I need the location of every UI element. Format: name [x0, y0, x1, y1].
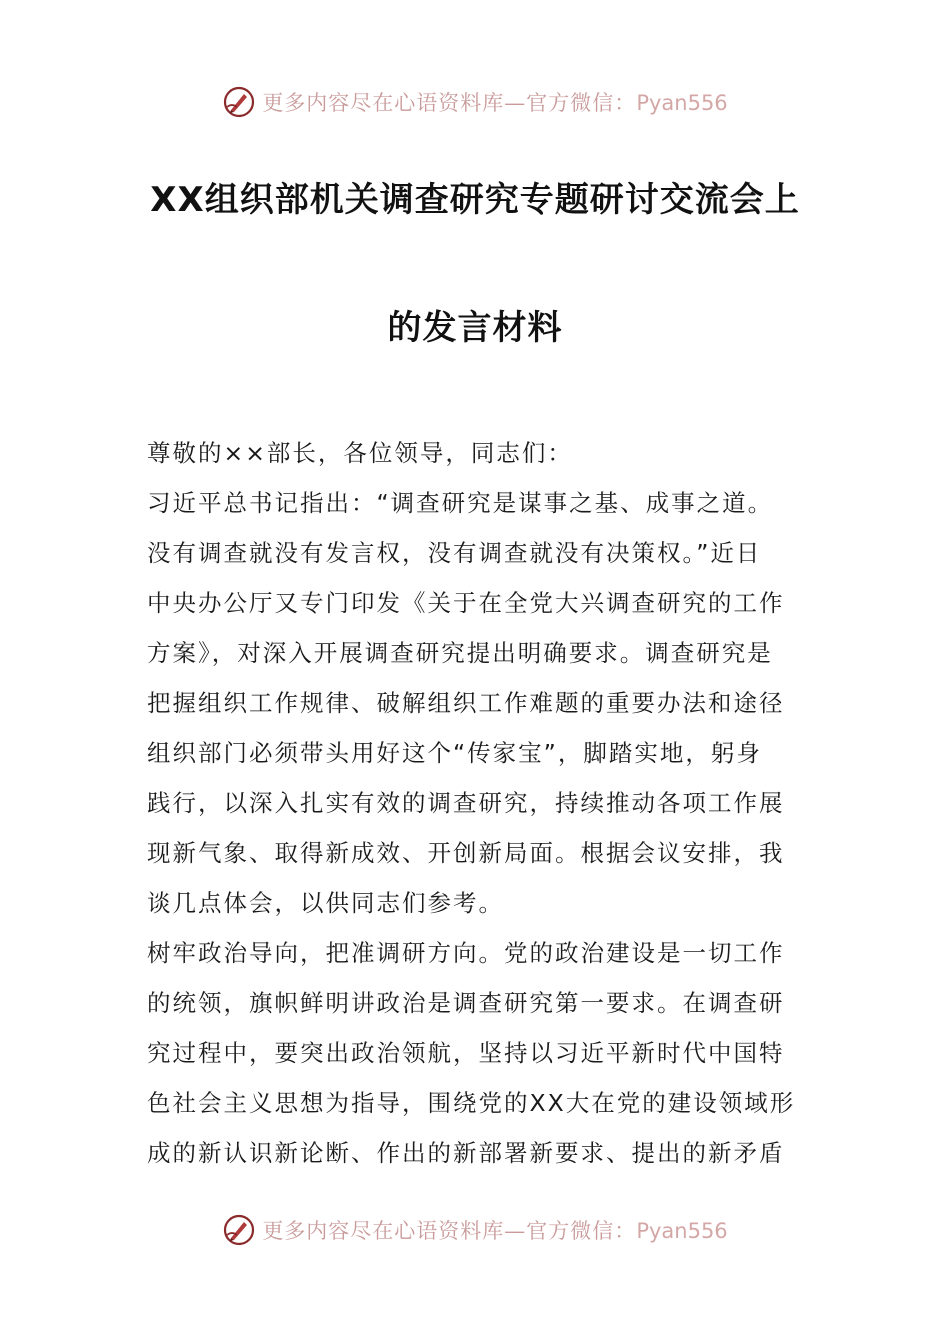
body-line: 中央办公厅又专门印发《关于在全党大兴调查研究的工作 [147, 589, 785, 617]
body-line: 践行，以深入扎实有效的调查研究，持续推动各项工作展 [147, 789, 785, 817]
watermark-header [0, 82, 950, 122]
body-line: 色社会主义思想为指导，围绕党的XX大在党的建设领域形 [147, 1089, 796, 1117]
body-line: 成的新认识新论断、作出的新部署新要求、提出的新矛盾 [147, 1139, 785, 1167]
body-line: 现新气象、取得新成效、开创新局面。根据会议安排，我 [147, 839, 785, 867]
document-body [147, 428, 807, 1178]
body-line: 树牢政治导向，把准调研方向。党的政治建设是一切工作 [147, 939, 785, 967]
watermark-text: 更多内容尽在心语资料库—官方微信：Pyan556 [262, 1219, 728, 1243]
body-line: 究过程中，要突出政治领航，坚持以习近平新时代中国特 [147, 1039, 785, 1067]
body-line: 谈几点体会，以供同志们参考。 [147, 889, 504, 917]
watermark-footer [0, 1210, 950, 1250]
body-line: 习近平总书记指出：“调查研究是谋事之基、成事之道。 [147, 489, 774, 517]
pen-circle-logo-icon [222, 1213, 256, 1247]
document-title-line-2: 的发言材料 [387, 308, 563, 348]
body-line: 的统领，旗帜鲜明讲政治是调查研究第一要求。在调查研 [147, 989, 785, 1017]
body-line: 没有调查就没有发言权，没有调查就没有决策权。”近日 [147, 539, 762, 567]
watermark-text: 更多内容尽在心语资料库—官方微信：Pyan556 [262, 91, 728, 115]
body-line: 把握组织工作规律、破解组织工作难题的重要办法和途径 [147, 689, 785, 717]
document-title-line-1: XX组织部机关调查研究专题研讨交流会上 [150, 180, 800, 220]
body-line: 尊敬的××部长，各位领导，同志们： [147, 439, 573, 467]
pen-circle-logo-icon [222, 85, 256, 119]
body-line: 方案》，对深入开展调查研究提出明确要求。调查研究是 [147, 639, 773, 667]
body-line: 组织部门必须带头用好这个“传家宝”，脚踏实地，躬身 [147, 739, 762, 767]
